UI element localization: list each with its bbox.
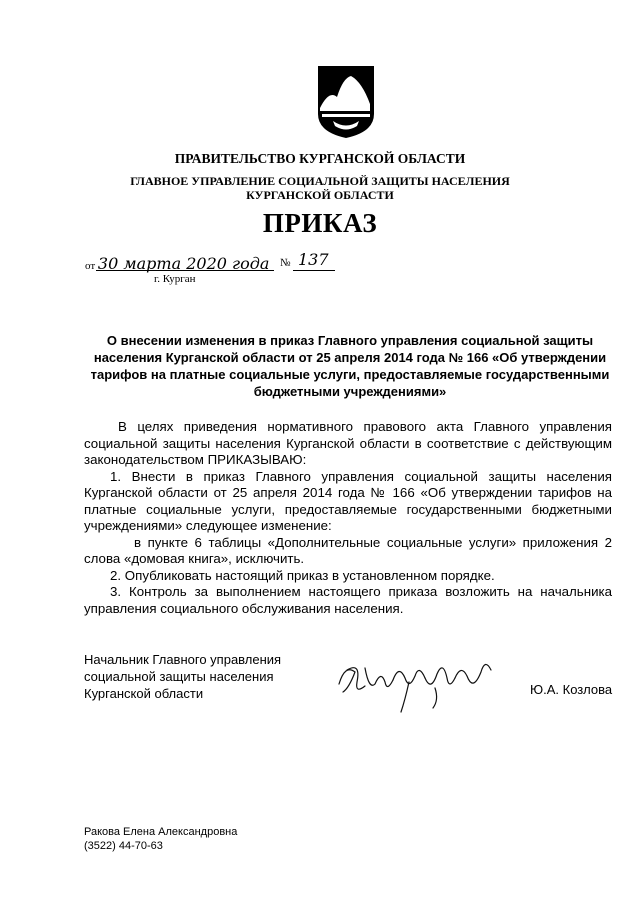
number-underline xyxy=(293,270,335,271)
department-name-line1: ГЛАВНОЕ УПРАВЛЕНИЕ СОЦИАЛЬНОЙ ЗАЩИТЫ НАСЕЛЕНИЯ xyxy=(130,174,510,188)
order-item-2: 2. Опубликовать настоящий приказ в установленном порядке. xyxy=(110,567,495,583)
number-label: № xyxy=(280,257,291,269)
date-label: от xyxy=(85,260,96,272)
date-handwritten: 30 марта 2020 года xyxy=(97,254,270,273)
department-name-line2: КУРГАНСКОЙ ОБЛАСТИ xyxy=(246,188,394,202)
handwritten-signature xyxy=(335,648,500,716)
city-label: г. Курган xyxy=(154,273,196,285)
executor-info xyxy=(84,825,237,853)
order-body xyxy=(84,419,612,617)
signatory-name: Ю.А. Козлова xyxy=(530,682,613,697)
order-item-3: 3. Контроль за выполнением настоящего приказа возложить на начальника управления социального обслуживания населения. xyxy=(84,584,612,616)
document-type-title: ПРИКАЗ xyxy=(262,208,378,238)
executor-name: Ракова Елена Александровна xyxy=(84,826,238,838)
order-item-1: 1. Внести в приказ Главного управления социальной защиты населения Курганской области от 25 апреля 2014 года № 166 «Об утверждении тарифов на платные социальные услуги, предоставляемые государственными бюджетными учреждениями» следующее изменение: xyxy=(84,468,612,533)
number-handwritten: 137 xyxy=(298,250,329,269)
position-line: Курганской области xyxy=(84,686,204,701)
government-name: ПРАВИТЕЛЬСТВО КУРГАНСКОЙ ОБЛАСТИ xyxy=(174,151,466,166)
executor-phone: (3522) 44-70-63 xyxy=(84,840,163,852)
preamble-paragraph: В целях приведения нормативного правового акта Главного управления социальной защиты населения Курганской области в соответствие с действующим законодательством ПРИКАЗЫВАЮ: xyxy=(84,419,612,467)
order-subject: О внесении изменения в приказ Главного управления социальной защиты населения Курганской области от 25 апреля 2014 года № 166 «Об утверждении тарифов на платные социальные услуги, предоставляемые государственными бюджетными учреждениями» xyxy=(90,333,610,399)
date-underline xyxy=(96,270,274,271)
signatory-position xyxy=(84,651,281,702)
position-line: Начальник Главного управления xyxy=(84,652,282,667)
position-line: социальной защиты населения xyxy=(84,669,274,684)
order-item-1-change: в пункте 6 таблицы «Дополнительные социальные услуги» приложения 2 слова «домовая книга», исключить. xyxy=(84,534,612,566)
coat-of-arms-icon xyxy=(315,64,377,140)
